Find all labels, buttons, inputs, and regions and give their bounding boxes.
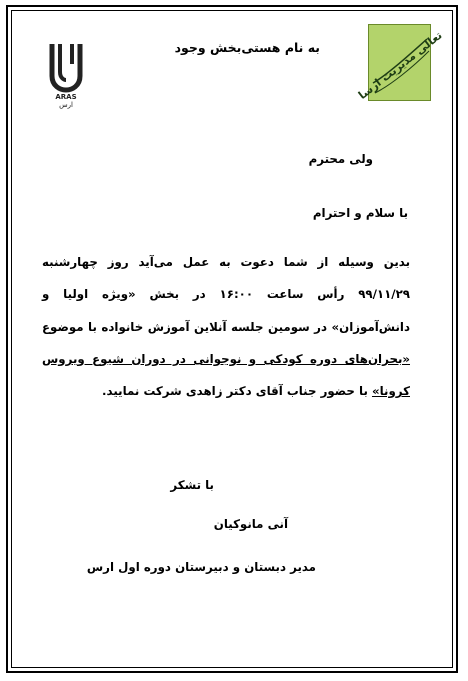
aras-logo-latin: ARAS: [55, 93, 77, 101]
closing: با تشکر: [170, 478, 214, 492]
body-text-part1: بدین وسیله از شما دعوت به عمل می‌آید روز چهارشنبه ۹۹/۱۱/۲۹ رأس ساعت ۱۶:۰۰ در بخش «ویژه اولیا و دانش‌آموزان» در سومین جلسه آنلاین آموزش خانواده با موضوع: [42, 255, 411, 334]
signer-title: مدیر دبستان و دبیرستان دوره اول ارس: [86, 560, 316, 574]
aras-logo-mark: [42, 40, 90, 108]
greeting: با سلام و احترام: [312, 206, 408, 220]
body-topic: «بحران‌های دوره کودکی و نوجوانی در دوران شیوع ویروس کرونا»: [42, 351, 410, 399]
excellence-logo-mark: [355, 25, 445, 103]
body-text-part2: با حضور جناب آقای دکتر زاهدی شرکت نمایید.: [102, 384, 372, 399]
aras-logo: [42, 40, 90, 108]
header-title: به نام هستی‌بخش وجود: [174, 40, 320, 55]
excellence-logo-text: تعالی مدیریت ارسا: [355, 28, 445, 103]
salutation: ولی محترم: [308, 152, 373, 166]
excellence-logo: [355, 24, 445, 103]
letter-body: [42, 246, 410, 407]
aras-logo-persian: ارس: [59, 101, 73, 109]
signer-name: آنی مانوکیان: [213, 517, 288, 531]
